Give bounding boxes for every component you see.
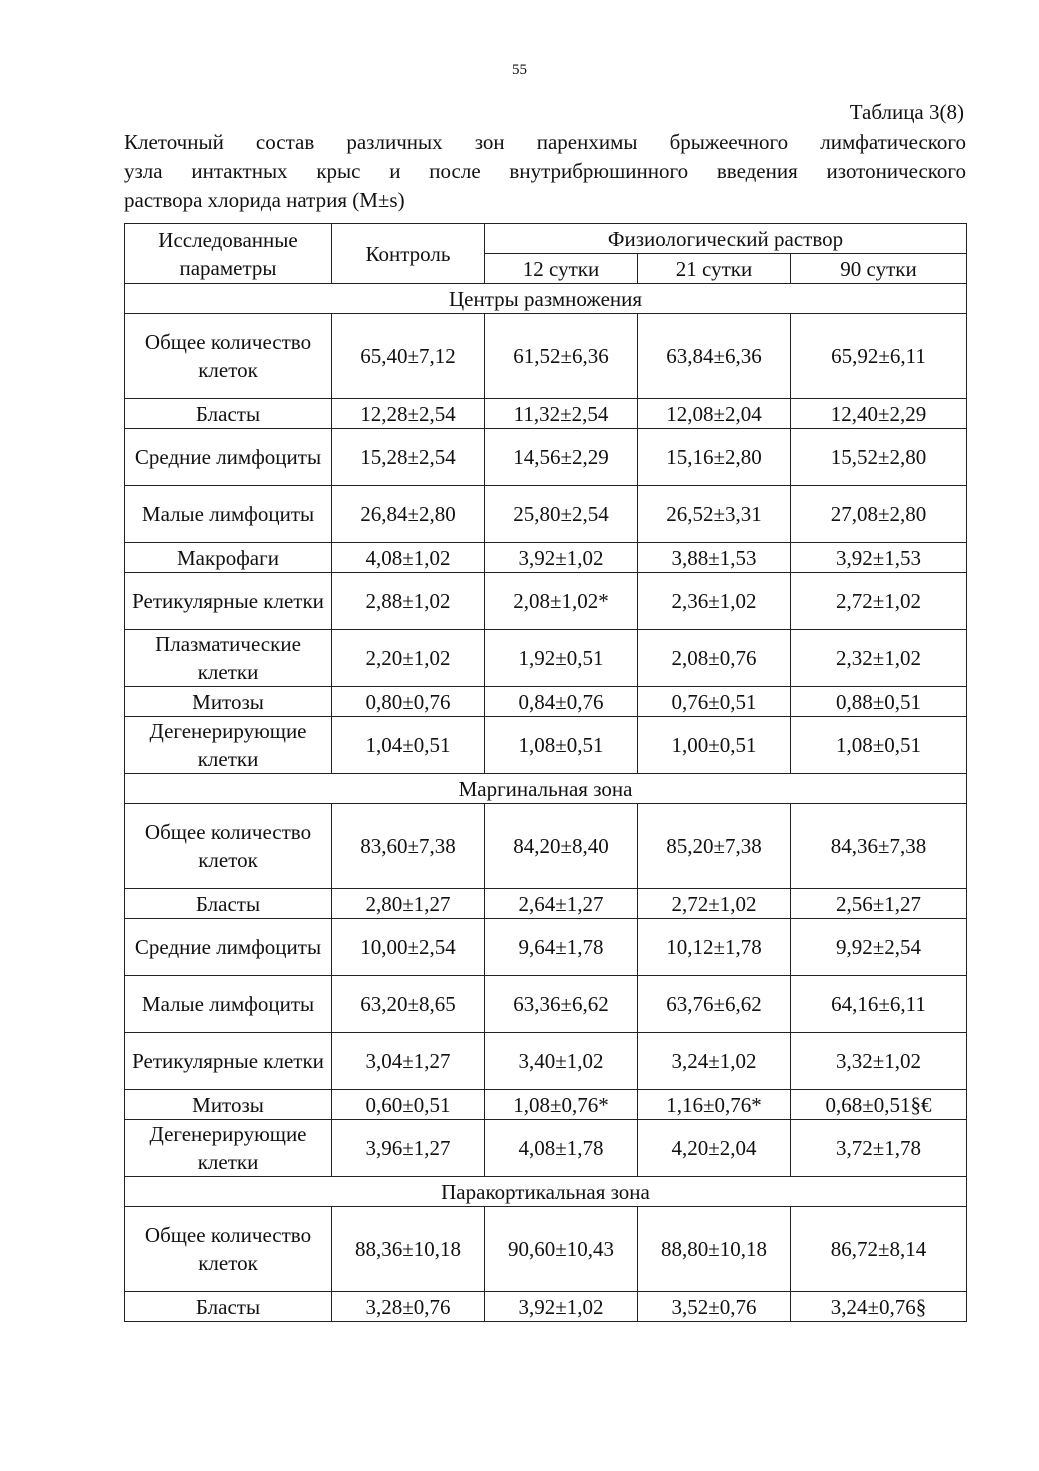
value-cell: 63,36±6,62	[485, 976, 638, 1033]
value-cell: 0,88±0,51	[791, 687, 967, 717]
value-cell: 3,28±0,76	[332, 1292, 485, 1322]
table-row	[125, 573, 967, 630]
table-row	[125, 630, 967, 687]
value-cell: 9,64±1,78	[485, 919, 638, 976]
value-cell: 61,52±6,36	[485, 314, 638, 399]
row-label: Средние лимфоциты	[125, 429, 332, 486]
value-cell: 2,72±1,02	[791, 573, 967, 630]
row-label: Плазматические клетки	[125, 630, 332, 687]
section-title: Паракортикальная зона	[125, 1177, 967, 1207]
value-cell: 65,40±7,12	[332, 314, 485, 399]
value-cell: 88,36±10,18	[332, 1207, 485, 1292]
value-cell: 1,00±0,51	[638, 717, 791, 774]
value-cell: 63,76±6,62	[638, 976, 791, 1033]
value-cell: 0,60±0,51	[332, 1090, 485, 1120]
value-cell: 2,20±1,02	[332, 630, 485, 687]
value-cell: 3,92±1,53	[791, 543, 967, 573]
value-cell: 2,32±1,02	[791, 630, 967, 687]
value-cell: 2,64±1,27	[485, 889, 638, 919]
value-cell: 1,08±0,76*	[485, 1090, 638, 1120]
value-cell: 2,08±1,02*	[485, 573, 638, 630]
row-label: Общее количество клеток	[125, 1207, 332, 1292]
section-row	[125, 774, 967, 804]
header-day: 12 сутки	[485, 254, 638, 284]
section-title: Маргинальная зона	[125, 774, 967, 804]
caption-line: узла интактных крыс и после внутрибрюшинного введения изотонического	[124, 159, 966, 183]
value-cell: 3,52±0,76	[638, 1292, 791, 1322]
value-cell: 83,60±7,38	[332, 804, 485, 889]
value-cell: 3,40±1,02	[485, 1033, 638, 1090]
value-cell: 26,52±3,31	[638, 486, 791, 543]
table-number: Таблица 3(8)	[849, 100, 964, 124]
value-cell: 12,28±2,54	[332, 399, 485, 429]
row-label: Общее количество клеток	[125, 804, 332, 889]
table-row	[125, 804, 967, 889]
table-row	[125, 919, 967, 976]
value-cell: 12,40±2,29	[791, 399, 967, 429]
value-cell: 4,08±1,78	[485, 1120, 638, 1177]
header-row	[125, 224, 967, 254]
value-cell: 3,88±1,53	[638, 543, 791, 573]
value-cell: 86,72±8,14	[791, 1207, 967, 1292]
value-cell: 0,80±0,76	[332, 687, 485, 717]
row-label: Средние лимфоциты	[125, 919, 332, 976]
value-cell: 3,92±1,02	[485, 543, 638, 573]
value-cell: 15,28±2,54	[332, 429, 485, 486]
table-row	[125, 976, 967, 1033]
row-label: Дегенерирующие клетки	[125, 717, 332, 774]
value-cell: 84,20±8,40	[485, 804, 638, 889]
table-row	[125, 1120, 967, 1177]
row-label: Макрофаги	[125, 543, 332, 573]
table-body	[125, 224, 967, 1322]
table-row	[125, 687, 967, 717]
value-cell: 1,08±0,51	[791, 717, 967, 774]
caption-line: раствора хлорида натрия (М±s)	[124, 188, 405, 212]
value-cell: 4,20±2,04	[638, 1120, 791, 1177]
section-row	[125, 1177, 967, 1207]
row-label: Бласты	[125, 1292, 332, 1322]
table-row	[125, 1207, 967, 1292]
table-row	[125, 1033, 967, 1090]
value-cell: 1,04±0,51	[332, 717, 485, 774]
value-cell: 11,32±2,54	[485, 399, 638, 429]
table-caption	[124, 128, 966, 215]
row-label: Ретикулярные клетки	[125, 573, 332, 630]
table-row	[125, 543, 967, 573]
table-row	[125, 429, 967, 486]
value-cell: 3,96±1,27	[332, 1120, 485, 1177]
table-row	[125, 1090, 967, 1120]
value-cell: 2,80±1,27	[332, 889, 485, 919]
value-cell: 1,16±0,76*	[638, 1090, 791, 1120]
header-day: 90 сутки	[791, 254, 967, 284]
value-cell: 25,80±2,54	[485, 486, 638, 543]
value-cell: 63,20±8,65	[332, 976, 485, 1033]
value-cell: 2,72±1,02	[638, 889, 791, 919]
header-control: Контроль	[332, 224, 485, 284]
value-cell: 3,24±0,76§	[791, 1292, 967, 1322]
value-cell: 3,72±1,78	[791, 1120, 967, 1177]
row-label: Малые лимфоциты	[125, 976, 332, 1033]
section-title: Центры размножения	[125, 284, 967, 314]
value-cell: 65,92±6,11	[791, 314, 967, 399]
value-cell: 10,12±1,78	[638, 919, 791, 976]
value-cell: 15,16±2,80	[638, 429, 791, 486]
value-cell: 2,08±0,76	[638, 630, 791, 687]
value-cell: 3,04±1,27	[332, 1033, 485, 1090]
value-cell: 1,92±0,51	[485, 630, 638, 687]
value-cell: 10,00±2,54	[332, 919, 485, 976]
header-group: Физиологический раствор	[485, 224, 967, 254]
row-label: Бласты	[125, 889, 332, 919]
value-cell: 3,32±1,02	[791, 1033, 967, 1090]
value-cell: 26,84±2,80	[332, 486, 485, 543]
table-row	[125, 889, 967, 919]
table-row	[125, 486, 967, 543]
value-cell: 3,92±1,02	[485, 1292, 638, 1322]
value-cell: 90,60±10,43	[485, 1207, 638, 1292]
value-cell: 2,56±1,27	[791, 889, 967, 919]
row-label: Общее количество клеток	[125, 314, 332, 399]
table-row	[125, 717, 967, 774]
value-cell: 1,08±0,51	[485, 717, 638, 774]
row-label: Митозы	[125, 687, 332, 717]
value-cell: 63,84±6,36	[638, 314, 791, 399]
table-row	[125, 1292, 967, 1322]
data-table	[124, 223, 967, 1322]
value-cell: 4,08±1,02	[332, 543, 485, 573]
row-label: Дегенерирующие клетки	[125, 1120, 332, 1177]
header-param: Исследованные параметры	[125, 224, 332, 284]
value-cell: 0,68±0,51§€	[791, 1090, 967, 1120]
header-day: 21 сутки	[638, 254, 791, 284]
value-cell: 88,80±10,18	[638, 1207, 791, 1292]
value-cell: 14,56±2,29	[485, 429, 638, 486]
table-row	[125, 314, 967, 399]
row-label: Бласты	[125, 399, 332, 429]
page-number: 55	[512, 62, 527, 78]
row-label: Ретикулярные клетки	[125, 1033, 332, 1090]
value-cell: 0,76±0,51	[638, 687, 791, 717]
value-cell: 2,36±1,02	[638, 573, 791, 630]
value-cell: 12,08±2,04	[638, 399, 791, 429]
value-cell: 0,84±0,76	[485, 687, 638, 717]
value-cell: 15,52±2,80	[791, 429, 967, 486]
value-cell: 27,08±2,80	[791, 486, 967, 543]
value-cell: 85,20±7,38	[638, 804, 791, 889]
section-row	[125, 284, 967, 314]
value-cell: 64,16±6,11	[791, 976, 967, 1033]
value-cell: 3,24±1,02	[638, 1033, 791, 1090]
row-label: Малые лимфоциты	[125, 486, 332, 543]
table-row	[125, 399, 967, 429]
row-label: Митозы	[125, 1090, 332, 1120]
value-cell: 2,88±1,02	[332, 573, 485, 630]
value-cell: 84,36±7,38	[791, 804, 967, 889]
value-cell: 9,92±2,54	[791, 919, 967, 976]
caption-line: Клеточный состав различных зон паренхимы брыжеечного лимфатического	[124, 130, 966, 154]
